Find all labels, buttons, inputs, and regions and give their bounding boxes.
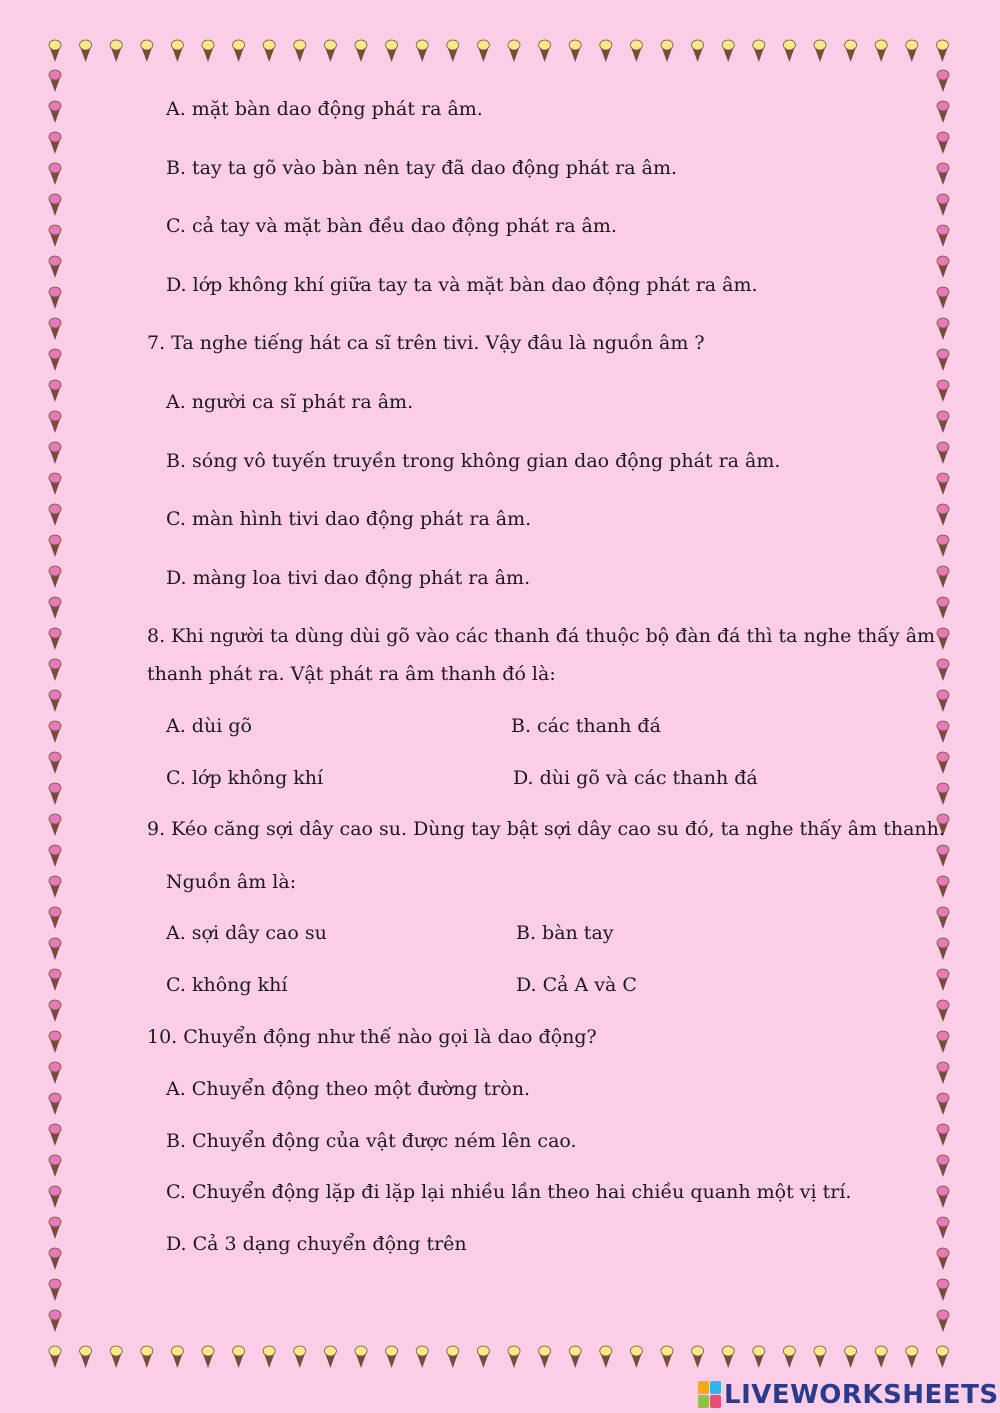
ice-cream-cone-icon bbox=[937, 442, 949, 464]
ice-cream-cone-icon bbox=[539, 40, 551, 62]
q6-option-d: D. lớp không khí giữa tay ta và mặt bàn dao động phát ra âm. bbox=[166, 274, 758, 296]
q8-option-c: C. lớp không khí bbox=[166, 767, 324, 789]
ice-cream-cone-icon bbox=[49, 1217, 61, 1239]
ice-cream-cone-icon bbox=[814, 40, 826, 62]
ice-cream-cone-icon bbox=[906, 40, 918, 62]
ice-cream-cone-icon bbox=[49, 194, 61, 216]
q6-option-a: A. mặt bàn dao động phát ra âm. bbox=[166, 98, 483, 120]
ice-cream-cone-icon bbox=[937, 256, 949, 278]
ice-cream-cone-icon bbox=[49, 876, 61, 898]
ice-cream-cone-icon bbox=[722, 40, 734, 62]
ice-cream-cone-icon bbox=[937, 194, 949, 216]
ice-cream-cone-icon bbox=[937, 783, 949, 805]
ice-cream-cone-icon bbox=[355, 1346, 367, 1368]
ice-cream-cone-icon bbox=[937, 1093, 949, 1115]
ice-cream-cone-icon bbox=[263, 40, 275, 62]
q9-option-b: B. bàn tay bbox=[516, 922, 614, 944]
ice-cream-cone-icon bbox=[508, 40, 520, 62]
q10-option-d: D. Cả 3 dạng chuyển động trên bbox=[166, 1233, 467, 1255]
ice-cream-cone-icon bbox=[875, 1346, 887, 1368]
liveworksheets-wordmark: LIVEWORKSHEETS bbox=[724, 1380, 999, 1410]
ice-cream-cone-icon bbox=[508, 1346, 520, 1368]
ice-cream-cone-icon bbox=[202, 1346, 214, 1368]
ice-cream-cone-icon bbox=[49, 969, 61, 991]
ice-cream-cone-icon bbox=[937, 938, 949, 960]
ice-cream-cone-icon bbox=[936, 1346, 948, 1368]
ice-cream-cone-icon bbox=[49, 1000, 61, 1022]
ice-cream-cone-icon bbox=[49, 132, 61, 154]
ice-cream-cone-icon bbox=[692, 1346, 704, 1368]
ice-cream-cone-icon bbox=[49, 752, 61, 774]
ice-cream-cone-icon bbox=[49, 1310, 61, 1332]
q10-option-b: B. Chuyển động của vật được ném lên cao. bbox=[166, 1130, 577, 1152]
q7-option-c: C. màn hình tivi dao động phát ra âm. bbox=[166, 508, 532, 530]
ice-cream-cone-icon bbox=[937, 876, 949, 898]
ice-cream-cone-icon bbox=[49, 597, 61, 619]
ice-cream-cone-icon bbox=[49, 907, 61, 929]
ice-cream-cone-icon bbox=[600, 40, 612, 62]
ice-cream-cone-icon bbox=[263, 1346, 275, 1368]
ice-cream-cone-icon bbox=[447, 1346, 459, 1368]
ice-cream-cone-icon bbox=[661, 1346, 673, 1368]
ice-cream-cone-icon bbox=[937, 287, 949, 309]
ice-cream-cone-icon bbox=[937, 1217, 949, 1239]
ice-cream-cone-icon bbox=[49, 287, 61, 309]
ice-cream-cone-icon bbox=[49, 1248, 61, 1270]
q10-option-a: A. Chuyển động theo một đường tròn. bbox=[166, 1078, 530, 1100]
ice-cream-cone-icon bbox=[630, 1346, 642, 1368]
ice-cream-cone-icon bbox=[477, 40, 489, 62]
ice-cream-cone-icon bbox=[355, 40, 367, 62]
ice-cream-cone-icon bbox=[49, 814, 61, 836]
q7-option-d: D. màng loa tivi dao động phát ra âm. bbox=[166, 567, 531, 589]
ice-cream-cone-icon bbox=[937, 225, 949, 247]
ice-cream-cone-icon bbox=[49, 1093, 61, 1115]
ice-cream-cone-icon bbox=[49, 380, 61, 402]
ice-cream-cone-icon bbox=[233, 40, 245, 62]
ice-cream-cone-icon bbox=[569, 40, 581, 62]
ice-cream-cone-icon bbox=[906, 1346, 918, 1368]
ice-cream-cone-icon bbox=[49, 1062, 61, 1084]
ice-cream-cone-icon bbox=[783, 40, 795, 62]
q9-option-d: D. Cả A và C bbox=[516, 974, 637, 996]
ice-cream-cone-icon bbox=[937, 349, 949, 371]
ice-cream-cone-icon bbox=[937, 380, 949, 402]
ice-cream-cone-icon bbox=[600, 1346, 612, 1368]
ice-cream-cone-icon bbox=[937, 969, 949, 991]
ice-cream-cone-icon bbox=[110, 1346, 122, 1368]
ice-cream-cone-icon bbox=[49, 1279, 61, 1301]
badge-tile bbox=[698, 1381, 709, 1394]
ice-cream-cone-icon bbox=[937, 628, 949, 650]
badge-tile bbox=[698, 1395, 709, 1408]
ice-cream-cone-icon bbox=[49, 256, 61, 278]
ice-cream-cone-icon bbox=[937, 318, 949, 340]
ice-cream-cone-icon bbox=[937, 721, 949, 743]
ice-cream-cone-icon bbox=[49, 1346, 61, 1368]
ice-cream-cone-icon bbox=[569, 1346, 581, 1368]
ice-cream-cone-icon bbox=[49, 659, 61, 681]
ice-cream-cone-icon bbox=[937, 1155, 949, 1177]
ice-cream-cone-icon bbox=[937, 132, 949, 154]
ice-cream-cone-icon bbox=[783, 1346, 795, 1368]
q9-option-c: C. không khí bbox=[166, 974, 288, 996]
ice-cream-cone-icon bbox=[937, 1031, 949, 1053]
ice-cream-cone-icon bbox=[936, 40, 948, 62]
ice-cream-cone-icon bbox=[937, 101, 949, 123]
question-7: 7. Ta nghe tiếng hát ca sĩ trên tivi. Vậy đâu là nguồn âm ? bbox=[147, 332, 705, 354]
ice-cream-cone-icon bbox=[49, 690, 61, 712]
ice-cream-cone-icon bbox=[49, 40, 61, 62]
ice-cream-cone-icon bbox=[294, 40, 306, 62]
ice-cream-cone-icon bbox=[937, 1124, 949, 1146]
ice-cream-cone-icon bbox=[49, 101, 61, 123]
ice-cream-cone-icon bbox=[80, 1346, 92, 1368]
ice-cream-cone-icon bbox=[937, 845, 949, 867]
ice-cream-cone-icon bbox=[386, 1346, 398, 1368]
ice-cream-cone-icon bbox=[171, 40, 183, 62]
ice-cream-cone-icon bbox=[324, 40, 336, 62]
ice-cream-cone-icon bbox=[937, 1062, 949, 1084]
ice-cream-cone-icon bbox=[937, 1310, 949, 1332]
ice-cream-cone-icon bbox=[692, 40, 704, 62]
ice-cream-cone-icon bbox=[49, 349, 61, 371]
ice-cream-cone-icon bbox=[49, 845, 61, 867]
ice-cream-cone-icon bbox=[661, 40, 673, 62]
ice-cream-cone-icon bbox=[294, 1346, 306, 1368]
ice-cream-cone-icon bbox=[630, 40, 642, 62]
ice-cream-cone-icon bbox=[447, 40, 459, 62]
ice-cream-cone-icon bbox=[937, 752, 949, 774]
question-8-line-2: thanh phát ra. Vật phát ra âm thanh đó là: bbox=[147, 663, 556, 685]
ice-cream-cone-icon bbox=[49, 535, 61, 557]
ice-cream-cone-icon bbox=[937, 566, 949, 588]
q7-option-a: A. người ca sĩ phát ra âm. bbox=[166, 391, 414, 413]
ice-cream-cone-icon bbox=[753, 1346, 765, 1368]
question-9-line-2: Nguồn âm là: bbox=[166, 871, 297, 893]
q6-option-c: C. cả tay và mặt bàn đều dao động phát ra âm. bbox=[166, 215, 617, 237]
ice-cream-cone-icon bbox=[845, 40, 857, 62]
ice-cream-cone-icon bbox=[937, 907, 949, 929]
ice-cream-cone-icon bbox=[937, 1279, 949, 1301]
ice-cream-cone-icon bbox=[937, 1248, 949, 1270]
ice-cream-cone-icon bbox=[937, 411, 949, 433]
q8-option-d: D. dùi gõ và các thanh đá bbox=[513, 767, 758, 789]
ice-cream-cone-icon bbox=[49, 1155, 61, 1177]
question-9-line-1: 9. Kéo căng sợi dây cao su. Dùng tay bật sợi dây cao su đó, ta nghe thấy âm thanh. bbox=[147, 818, 945, 840]
q7-option-b: B. sóng vô tuyến truyền trong không gian dao động phát ra âm. bbox=[166, 450, 781, 472]
q8-option-b: B. các thanh đá bbox=[511, 715, 661, 737]
ice-cream-cone-icon bbox=[937, 597, 949, 619]
ice-cream-cone-icon bbox=[937, 1000, 949, 1022]
ice-cream-cone-icon bbox=[477, 1346, 489, 1368]
ice-cream-cone-icon bbox=[937, 535, 949, 557]
ice-cream-cone-icon bbox=[49, 318, 61, 340]
ice-cream-cone-icon bbox=[233, 1346, 245, 1368]
ice-cream-cone-icon bbox=[171, 1346, 183, 1368]
ice-cream-cone-icon bbox=[80, 40, 92, 62]
ice-cream-cone-icon bbox=[202, 40, 214, 62]
ice-cream-cone-icon bbox=[416, 40, 428, 62]
ice-cream-cone-icon bbox=[539, 1346, 551, 1368]
ice-cream-cone-icon bbox=[937, 659, 949, 681]
ice-cream-cone-icon bbox=[753, 40, 765, 62]
badge-tile bbox=[710, 1395, 721, 1408]
ice-cream-cone-icon bbox=[845, 1346, 857, 1368]
ice-cream-cone-icon bbox=[110, 40, 122, 62]
ice-cream-cone-icon bbox=[49, 163, 61, 185]
ice-cream-cone-icon bbox=[141, 40, 153, 62]
ice-cream-cone-icon bbox=[937, 163, 949, 185]
ice-cream-cone-icon bbox=[49, 1124, 61, 1146]
ice-cream-cone-icon bbox=[49, 721, 61, 743]
ice-cream-cone-icon bbox=[875, 40, 887, 62]
q9-option-a: A. sợi dây cao su bbox=[166, 922, 327, 944]
ice-cream-cone-icon bbox=[49, 566, 61, 588]
question-8-line-1: 8. Khi người ta dùng dùi gõ vào các thanh đá thuộc bộ đàn đá thì ta nghe thấy âm bbox=[147, 625, 936, 647]
badge-tile bbox=[710, 1381, 721, 1394]
ice-cream-cone-icon bbox=[49, 70, 61, 92]
ice-cream-cone-icon bbox=[49, 442, 61, 464]
ice-cream-cone-icon bbox=[49, 628, 61, 650]
liveworksheets-badge-icon bbox=[698, 1381, 722, 1409]
ice-cream-cone-icon bbox=[49, 504, 61, 526]
ice-cream-cone-icon bbox=[814, 1346, 826, 1368]
ice-cream-cone-icon bbox=[937, 1186, 949, 1208]
ice-cream-cone-icon bbox=[49, 1031, 61, 1053]
ice-cream-cone-icon bbox=[386, 40, 398, 62]
ice-cream-cone-icon bbox=[49, 473, 61, 495]
ice-cream-cone-icon bbox=[141, 1346, 153, 1368]
q6-option-b: B. tay ta gõ vào bàn nên tay đã dao động phát ra âm. bbox=[166, 157, 677, 179]
q10-option-c: C. Chuyển động lặp đi lặp lại nhiều lần theo hai chiều quanh một vị trí. bbox=[166, 1181, 852, 1203]
ice-cream-cone-icon bbox=[49, 938, 61, 960]
question-10: 10. Chuyển động như thế nào gọi là dao động? bbox=[147, 1026, 597, 1048]
q8-option-a: A. dùi gõ bbox=[166, 715, 252, 737]
ice-cream-cone-icon bbox=[416, 1346, 428, 1368]
ice-cream-cone-icon bbox=[937, 473, 949, 495]
ice-cream-cone-icon bbox=[49, 411, 61, 433]
ice-cream-cone-icon bbox=[49, 225, 61, 247]
ice-cream-cone-icon bbox=[937, 690, 949, 712]
ice-cream-cone-icon bbox=[722, 1346, 734, 1368]
ice-cream-cone-icon bbox=[937, 504, 949, 526]
ice-cream-cone-icon bbox=[49, 1186, 61, 1208]
liveworksheets-logo[interactable] bbox=[698, 1378, 999, 1412]
ice-cream-cone-icon bbox=[49, 783, 61, 805]
ice-cream-cone-icon bbox=[324, 1346, 336, 1368]
ice-cream-cone-icon bbox=[937, 70, 949, 92]
